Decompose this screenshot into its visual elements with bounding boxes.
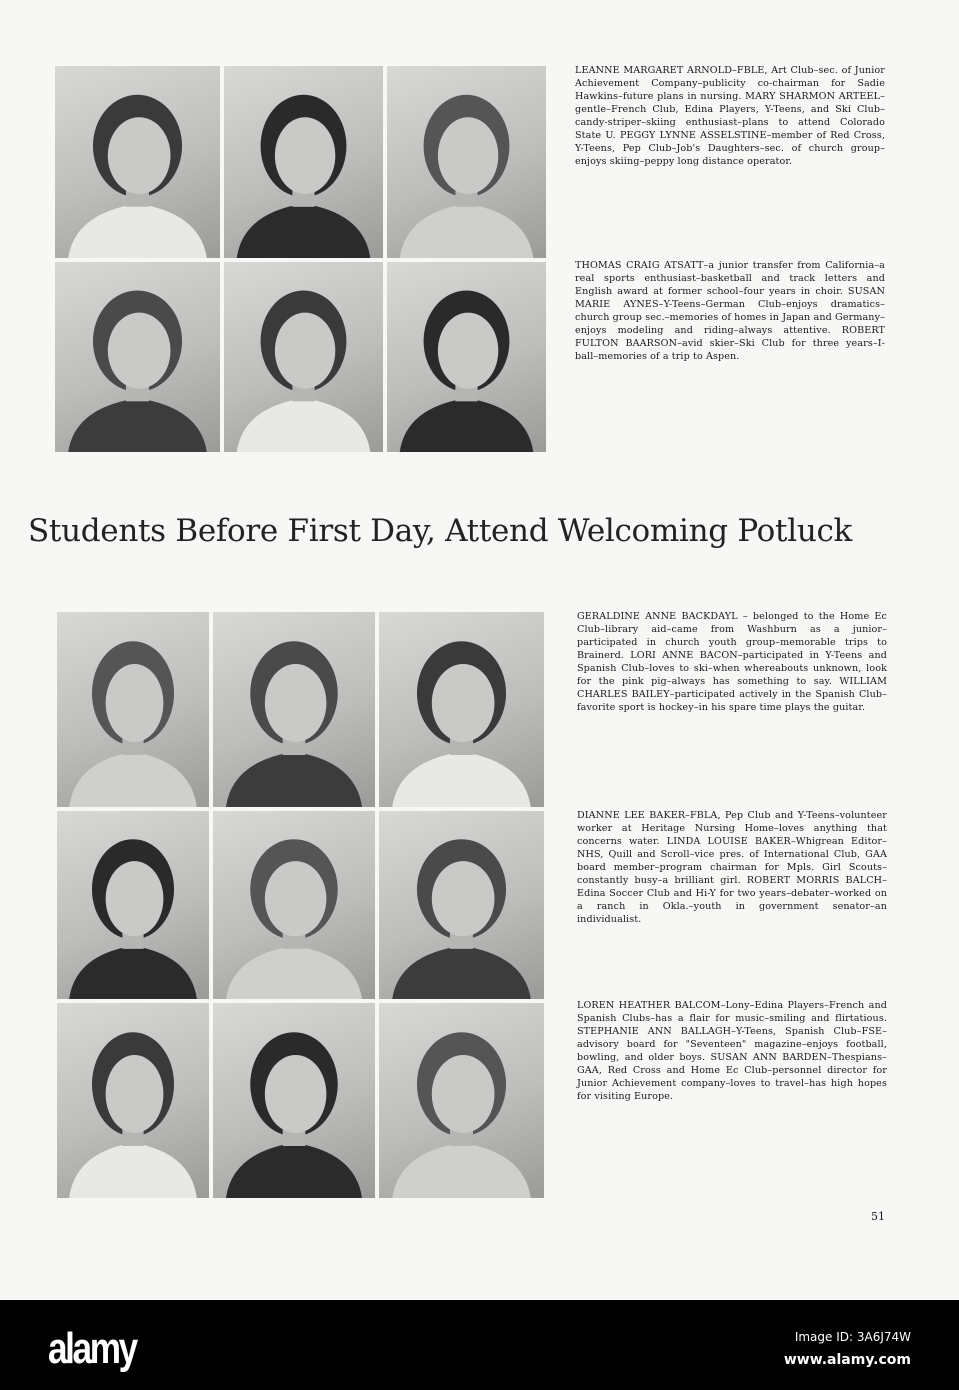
portrait-photo [387,262,546,452]
portrait-photo [57,612,209,807]
portrait-photo [224,66,383,258]
portrait-photo [379,1003,544,1198]
bottom-photo-grid [57,612,544,1198]
portrait-photo [379,811,544,999]
portrait-photo [55,66,220,258]
portrait-photo [213,612,375,807]
portrait-photo [213,1003,375,1198]
portrait-photo [55,262,220,452]
watermark-url: www.alamy.com [783,1352,911,1368]
top-photo-grid [55,66,546,452]
page-number: 51 [871,1210,885,1223]
alamy-logo: alamy [48,1324,136,1373]
student-bio: LOREN HEATHER BALCOM–Lony–Edina Players–French and Spanish Clubs–has a flair for music–smiling and flirtatious. STEPHANIE ANN BALLAGH–Y-Teens, Spanish Club–FSE–advisory board for "Seventeen" magazine–enjoys football, bowling, and older boys. SUSAN ANN BARDEN–Thespians–GAA, Red Cross and Home Ec Club–personnel director for Junior Achievement company–loves to travel–has high hopes for visiting Europe. [577,1000,887,1102]
portrait-photo [379,612,544,807]
student-bio: LEANNE MARGARET ARNOLD–FBLE, Art Club–sec. of Junior Achievement Company–publicity co-chairman for Sadie Hawkins–future plans in nursing. MARY SHARMON ARTEEL–gentle–French Club, Edina Players, Y-Teens, and Ski Club–candy-striper–skiing enthusiast–plans to attend Colorado State U. PEGGY LYNNE ASSELSTINE–member of Red Cross, Y-Teens, Pep Club–Job's Daughters–sec. of church group–enjoys skiing–peppy long distance operator. [575,65,885,167]
portrait-photo [387,66,546,258]
portrait-photo [224,262,383,452]
portrait-photo [57,811,209,999]
image-id: Image ID: 3A6J74W [794,1330,911,1344]
portrait-photo [57,1003,209,1198]
student-bio: GERALDINE ANNE BACKDAYL – belonged to the Home Ec Club–library aid–came from Washburn as a junior–participated in church youth group–memorable trips to Brainerd. LORI ANNE BACON–participated in Y-Teens and Spanish Club–loves to ski–when whereabouts unknown, look for the pink pig–always has something to say. WILLIAM CHARLES BAILEY–participated actively in the Spanish Club–favorite sport is hockey–in his spare time plays the guitar. [577,611,887,713]
page-headline: Students Before First Day, Attend Welcoming Potluck [28,513,853,549]
student-bio: THOMAS CRAIG ATSATT–a junior transfer from California–a real sports enthusiast–basketball and track letters and English award at former school–four years in choir. SUSAN MARIE AYNES–Y-Teens–German Club–enjoys dramatics–church group sec.–memories of homes in Japan and Germany–enjoys modeling and riding–always attentive. ROBERT FULTON BAARSON–avid skier–Ski Club for three years–I-ball–memories of a trip to Aspen. [575,260,885,362]
watermark-bar [0,1300,959,1390]
portrait-photo [213,811,375,999]
student-bio: DIANNE LEE BAKER–FBLA, Pep Club and Y-Teens–volunteer worker at Heritage Nursing Home–loves anything that concerns water. LINDA LOUISE BAKER–Whigrean Editor–NHS, Quill and Scroll–vice pres. of International Club, GAA board member–program chairman for Mpls. Girl Scouts–constantly busy–a brilliant girl. ROBERT MORRIS BALCH–Edina Soccer Club and Hi-Y for two years–debater–worked on a ranch in Okla.–youth in government senator–an individualist. [577,810,887,925]
